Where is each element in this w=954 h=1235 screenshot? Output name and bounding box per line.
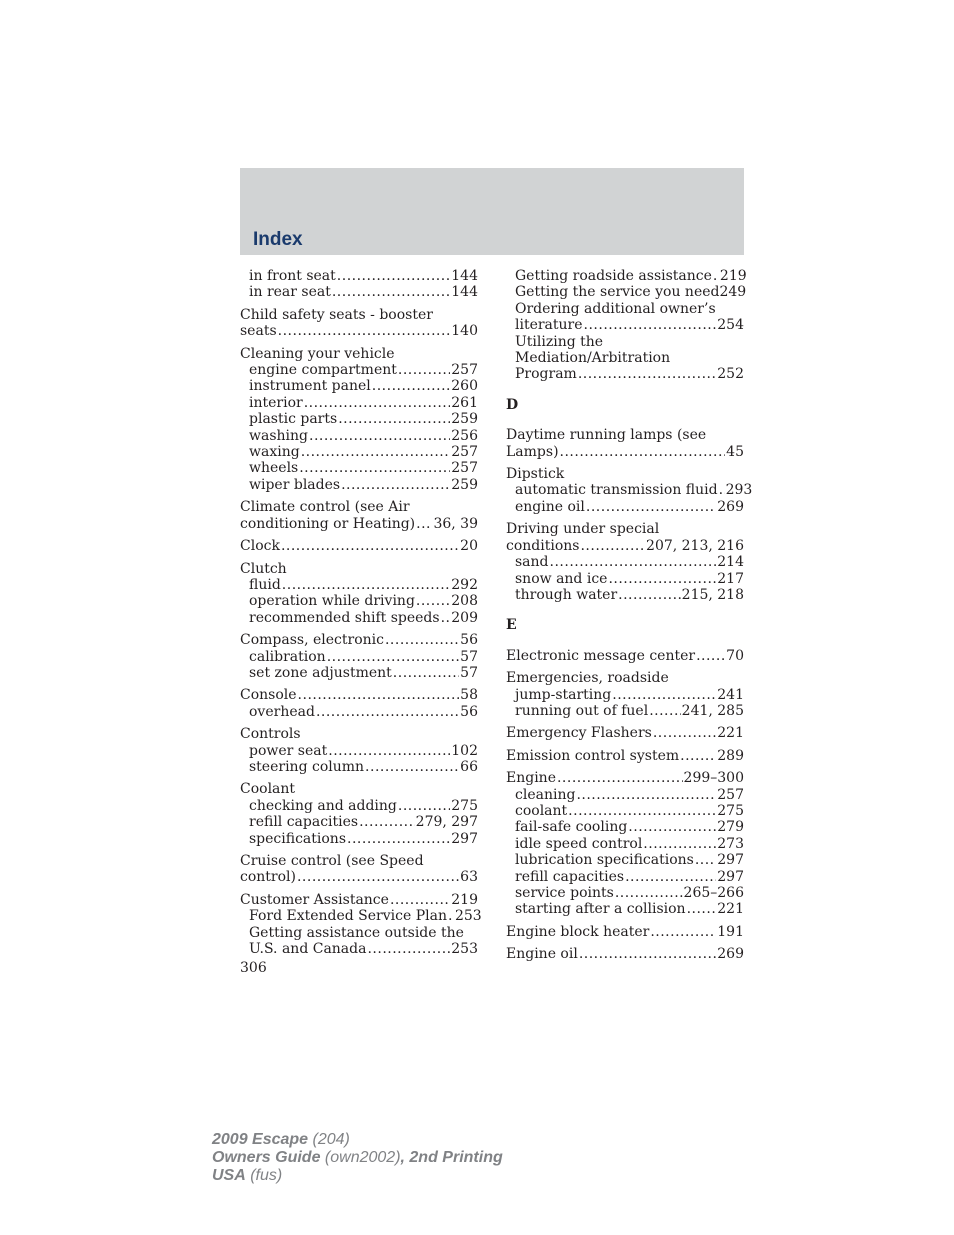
- entry-text: Ordering additional owner’s: [515, 300, 716, 317]
- index-heading: [240, 892, 478, 908]
- page-reference: 221: [717, 725, 744, 742]
- page-reference: 36, 39: [433, 515, 478, 532]
- index-heading: [240, 307, 478, 323]
- footer-model-code: (204): [308, 1131, 350, 1148]
- entry-text: Program: [515, 366, 577, 383]
- entry-text: instrument panel: [249, 378, 371, 395]
- page-reference: 275: [717, 802, 744, 819]
- index-subentry: [240, 649, 478, 665]
- entry-text: sand: [515, 554, 549, 571]
- index-heading: [506, 466, 744, 482]
- dot-leader: [341, 477, 450, 493]
- footer-printing-info: [212, 1131, 503, 1185]
- dot-leader: [560, 444, 726, 460]
- page-reference: 191: [717, 923, 744, 940]
- footer-line-3: [212, 1167, 503, 1185]
- index-subentry: [506, 571, 744, 587]
- entry-text: in front seat: [249, 268, 336, 284]
- index-subentry: [240, 798, 478, 814]
- dot-leader: [390, 892, 450, 908]
- dot-leader: [579, 946, 716, 962]
- entry-text: checking and adding: [249, 797, 397, 814]
- page-reference: 279: [717, 819, 744, 836]
- page-reference: 289: [717, 747, 744, 764]
- dot-leader: [557, 770, 683, 786]
- page-reference: 63: [460, 869, 478, 886]
- index-heading: [506, 946, 744, 962]
- entry-text: in rear seat: [249, 284, 331, 301]
- entry-text: fail-safe cooling: [515, 819, 628, 836]
- dot-leader: [578, 366, 716, 382]
- dot-leader: [367, 941, 450, 957]
- index-subentry: [506, 317, 744, 333]
- index-subentry: [506, 787, 744, 803]
- page-reference: 292: [451, 576, 478, 593]
- entry-text: calibration: [249, 648, 326, 665]
- entry-text: Getting roadside assistance: [515, 268, 712, 284]
- entry-text: jump-starting: [515, 686, 612, 703]
- entry-text: snow and ice: [515, 570, 608, 587]
- index-heading: [240, 346, 478, 362]
- index-subentry: [240, 268, 478, 284]
- entry-text: Utilizing the: [515, 333, 604, 350]
- page-reference: 257: [451, 444, 478, 461]
- entry-text: specifications: [249, 830, 347, 847]
- index-entry: [240, 538, 478, 554]
- entry-text: Controls: [240, 726, 301, 743]
- footer-printing: , 2nd Printing: [400, 1149, 503, 1166]
- entry-text: Emergency Flashers: [506, 725, 652, 742]
- dot-leader: [316, 704, 459, 720]
- dot-leader: [696, 648, 725, 664]
- entry-text: Driving under special: [506, 521, 660, 538]
- dot-leader: [628, 819, 716, 835]
- entry-text: Getting the service you need: [515, 284, 720, 301]
- page-reference: 215, 218: [681, 586, 744, 603]
- index-subentry: [240, 444, 478, 460]
- dot-leader: [576, 787, 716, 803]
- index-subentry: [240, 460, 478, 476]
- dot-leader: [365, 759, 459, 775]
- entry-text: steering column: [249, 758, 365, 775]
- dot-leader: [328, 743, 450, 759]
- page-reference: 256: [451, 427, 478, 444]
- entry-text: Emergencies, roadside: [506, 670, 669, 687]
- entry-text: Cruise control (see Speed: [240, 853, 424, 869]
- entry-text: control): [240, 869, 296, 886]
- index-subentry: [240, 908, 482, 925]
- page-reference: 208: [451, 593, 478, 610]
- dot-leader: [359, 814, 415, 830]
- entry-text: engine oil: [515, 498, 585, 515]
- dot-leader: [643, 836, 716, 852]
- entry-text: washing: [249, 427, 308, 444]
- entry-text: U.S. and Canada: [249, 941, 367, 958]
- page-reference: 140: [451, 323, 478, 340]
- dot-leader: [687, 901, 717, 917]
- dot-leader: [297, 869, 459, 885]
- dot-leader: [550, 554, 717, 570]
- entry-text: Compass, electronic: [240, 632, 384, 649]
- entry-text: wheels: [249, 460, 299, 477]
- index-subentry: [240, 925, 478, 941]
- entry-text: service points: [515, 885, 614, 901]
- dot-leader: [298, 687, 460, 703]
- entry-text: idle speed control: [515, 835, 643, 852]
- footer-line-1: [212, 1131, 503, 1149]
- index-subentry: [506, 499, 744, 515]
- page-reference: 57: [460, 664, 478, 681]
- index-heading: [506, 924, 744, 940]
- index-entry: [506, 466, 753, 515]
- page-reference: 209: [451, 609, 478, 626]
- entry-text: Clock: [240, 538, 280, 555]
- entry-text: seats: [240, 323, 277, 340]
- page-reference: 144: [451, 284, 478, 301]
- index-entry: [506, 770, 744, 918]
- page-reference: 260: [451, 378, 478, 395]
- index-heading: [240, 323, 478, 339]
- entry-text: Engine oil: [506, 946, 578, 963]
- entry-text: plastic parts: [249, 411, 338, 428]
- index-subentry: [240, 428, 478, 444]
- index-heading: [506, 538, 744, 554]
- index-subentry: [240, 941, 478, 957]
- index-subentry: [506, 284, 747, 301]
- footer-guide-code: (own2002): [320, 1149, 401, 1166]
- index-heading: [506, 444, 744, 460]
- entry-text: operation while driving: [249, 593, 415, 610]
- index-subentry: [506, 852, 744, 868]
- index-subentry: [506, 268, 747, 284]
- page-reference: 219: [451, 891, 478, 908]
- page-reference: 261: [451, 394, 478, 411]
- index-subentry: [506, 803, 744, 819]
- index-heading: [506, 427, 744, 443]
- page-reference: 144: [451, 268, 478, 284]
- dot-leader: [416, 516, 432, 532]
- index-subentry: [240, 759, 478, 775]
- dot-leader: [309, 428, 450, 444]
- entry-text: Electronic message center: [506, 647, 696, 664]
- entry-text: overhead: [249, 703, 315, 720]
- index-entry: [240, 561, 478, 627]
- entry-text: Console: [240, 687, 297, 704]
- dot-leader: [281, 538, 459, 554]
- entry-text: starting after a collision: [515, 901, 686, 918]
- entry-text: running out of fuel: [515, 702, 649, 719]
- entry-text: coolant: [515, 802, 568, 819]
- page-reference: 273: [717, 835, 744, 852]
- index-heading: [506, 670, 744, 686]
- index-subentry: [240, 284, 478, 300]
- entry-text: Mediation/Arbitration: [515, 350, 671, 367]
- index-subentry: [240, 411, 478, 427]
- dot-leader: [625, 869, 716, 885]
- index-subentry: [240, 362, 478, 378]
- index-heading: [240, 726, 478, 742]
- entry-text: recommended shift speeds: [249, 609, 440, 626]
- index-header-band: [240, 168, 744, 255]
- index-entry: [240, 781, 478, 847]
- dot-leader: [398, 798, 450, 814]
- index-column-right: [506, 268, 753, 969]
- entry-text: through water: [515, 586, 618, 603]
- page-reference: 252: [717, 366, 744, 383]
- index-entry: [240, 632, 478, 681]
- page-reference: 45: [726, 443, 744, 460]
- entry-text: conditions: [506, 537, 580, 554]
- dot-leader: [615, 885, 683, 901]
- dot-leader: [586, 499, 716, 515]
- index-heading: [506, 521, 744, 537]
- dot-leader: [441, 610, 451, 626]
- index-entry: [506, 521, 744, 603]
- page-reference: 259: [451, 476, 478, 493]
- entry-text: Clutch: [240, 560, 287, 577]
- index-entry: [506, 725, 744, 741]
- index-subentry: [240, 610, 478, 626]
- page-reference: 297: [451, 830, 478, 847]
- page-reference: 20: [460, 538, 478, 555]
- page-reference: 279, 297: [415, 814, 478, 831]
- entry-text: Lamps): [506, 443, 559, 460]
- entry-text: Customer Assistance: [240, 891, 389, 908]
- entry-text: Getting assistance outside the: [249, 924, 464, 941]
- index-subentry: [506, 482, 753, 499]
- dot-leader: [337, 268, 450, 284]
- index-entry: [240, 346, 478, 494]
- index-subentry: [506, 901, 744, 917]
- page-reference: 221: [717, 901, 744, 918]
- dot-leader: [393, 665, 459, 681]
- entry-text: Cleaning your vehicle: [240, 345, 395, 362]
- dot-leader: [713, 268, 719, 284]
- page-reference: 269: [717, 946, 744, 963]
- entry-text: lubrication specifications: [515, 852, 694, 869]
- entry-text: Engine: [506, 770, 556, 787]
- index-heading: [240, 516, 478, 532]
- index-heading: [240, 499, 478, 515]
- index-heading: [240, 853, 478, 869]
- page-reference: 241, 285: [681, 702, 744, 719]
- section-letter: E: [506, 617, 517, 634]
- dot-leader: [338, 411, 450, 427]
- footer-market: USA: [212, 1167, 246, 1184]
- page-reference: 257: [451, 460, 478, 477]
- page-reference: 57: [460, 648, 478, 665]
- dot-leader: [584, 317, 717, 333]
- dot-leader: [347, 831, 450, 847]
- section-letter: D: [506, 396, 519, 413]
- index-entry: [506, 670, 744, 719]
- index-entry: [240, 687, 478, 720]
- dot-leader: [653, 725, 716, 741]
- entry-text: Daytime running lamps (see: [506, 427, 707, 444]
- index-subentry: [240, 477, 478, 493]
- entry-text: Engine block heater: [506, 923, 650, 940]
- page-number: 306: [240, 960, 267, 976]
- index-entry: [506, 268, 747, 383]
- index-heading: [240, 781, 478, 797]
- index-column-left: [240, 268, 482, 963]
- page-reference: 297: [717, 868, 744, 885]
- index-subentry: [506, 334, 744, 350]
- index-entry: [506, 924, 744, 940]
- entry-text: Coolant: [240, 781, 296, 798]
- page-reference: 275: [451, 797, 478, 814]
- index-subentry: [240, 665, 478, 681]
- page-reference: 219: [719, 268, 747, 284]
- entry-text: Climate control (see Air: [240, 499, 410, 516]
- index-subentry: [506, 301, 744, 317]
- index-subentry: [506, 366, 744, 382]
- page-reference: 297: [717, 852, 744, 869]
- page-reference: 102: [451, 742, 478, 759]
- index-entry: [506, 748, 744, 764]
- index-entry: [506, 946, 744, 962]
- index-subentry: [240, 577, 478, 593]
- footer-market-code: (fus): [245, 1167, 283, 1184]
- dot-leader: [695, 852, 716, 868]
- dot-leader: [649, 703, 680, 719]
- index-subentry: [506, 350, 744, 366]
- page-reference: 70: [726, 647, 744, 664]
- dot-leader: [448, 908, 454, 924]
- index-heading: [240, 561, 478, 577]
- index-entry: [240, 853, 478, 886]
- entry-text: refill capacities: [249, 814, 359, 831]
- page-reference: 253: [451, 941, 478, 958]
- entry-text: wiper blades: [249, 476, 341, 493]
- page-reference: 265–266: [683, 885, 744, 901]
- index-entry: [240, 307, 478, 340]
- dot-leader: [580, 538, 645, 554]
- index-heading: [506, 725, 744, 741]
- page-title: Index: [253, 229, 303, 250]
- page-reference: 214: [717, 554, 744, 571]
- dot-leader: [612, 687, 716, 703]
- dot-leader: [618, 587, 681, 603]
- entry-text: Ford Extended Service Plan: [249, 908, 447, 925]
- footer-line-2: [212, 1149, 503, 1167]
- footer-model: 2009 Escape: [212, 1131, 309, 1148]
- page-reference: 56: [460, 703, 478, 720]
- entry-text: waxing: [249, 444, 300, 461]
- dot-leader: [680, 748, 716, 764]
- index-heading: [506, 748, 744, 764]
- entry-text: set zone adjustment: [249, 664, 392, 681]
- page-reference: 207, 213, 216: [646, 537, 744, 554]
- index-entry: [240, 891, 482, 958]
- page-reference: 241: [717, 686, 744, 703]
- index-entry: [506, 648, 744, 664]
- dot-leader: [608, 571, 716, 587]
- index-subentry: [506, 587, 744, 603]
- dot-leader: [278, 323, 451, 339]
- dot-leader: [304, 395, 451, 411]
- dot-leader: [299, 460, 450, 476]
- page-reference: 259: [451, 411, 478, 428]
- dot-leader: [650, 924, 716, 940]
- index-subentry: [240, 831, 478, 847]
- page-reference: 56: [460, 632, 478, 649]
- index-heading: [506, 770, 744, 786]
- dot-leader: [327, 649, 459, 665]
- page-reference: 217: [717, 570, 744, 587]
- index-heading: [240, 538, 478, 554]
- index-subentry: [506, 869, 744, 885]
- index-subentry: [506, 687, 744, 703]
- page-reference: 254: [717, 317, 744, 334]
- dot-leader: [332, 284, 450, 300]
- page-reference: 257: [717, 786, 744, 803]
- entry-text: Dipstick: [506, 466, 565, 483]
- entry-text: literature: [515, 317, 583, 334]
- page-reference: 257: [451, 362, 478, 379]
- entry-text: Emission control system: [506, 747, 680, 764]
- page-reference: 66: [460, 758, 478, 775]
- dot-leader: [398, 362, 450, 378]
- index-heading: [506, 648, 744, 664]
- index-subentry: [240, 378, 478, 394]
- index-entry: [240, 499, 478, 532]
- index-heading: [240, 687, 478, 703]
- index-entry: [506, 427, 744, 460]
- entry-text: conditioning or Heating): [240, 515, 416, 532]
- dot-leader: [719, 482, 725, 498]
- entry-text: power seat: [249, 742, 328, 759]
- index-subentry: [506, 836, 744, 852]
- index-subentry: [240, 395, 478, 411]
- index-subentry: [506, 554, 744, 570]
- entry-text: refill capacities: [515, 868, 625, 885]
- index-subentry: [240, 593, 478, 609]
- dot-leader: [385, 632, 459, 648]
- entry-text: cleaning: [515, 786, 576, 803]
- index-subentry: [240, 743, 478, 759]
- index-subentry: [506, 885, 744, 901]
- page-reference: 293: [725, 482, 753, 499]
- page-reference: 249: [719, 284, 747, 301]
- page-reference: 299–300: [683, 770, 744, 787]
- entry-text: fluid: [249, 576, 281, 593]
- dot-leader: [282, 577, 450, 593]
- entry-text: interior: [249, 394, 303, 411]
- page-reference: 58: [460, 687, 478, 704]
- entry-text: automatic transmission fluid: [515, 482, 718, 499]
- dot-leader: [416, 593, 450, 609]
- page-reference: 253: [454, 908, 482, 925]
- index-entry: [240, 726, 478, 775]
- entry-text: engine compartment: [249, 362, 397, 379]
- index-subentry: [240, 704, 478, 720]
- index-subentry: [506, 703, 744, 719]
- page-reference: 269: [717, 498, 744, 515]
- index-heading: [240, 869, 478, 885]
- dot-leader: [372, 378, 451, 394]
- footer-guide: Owners Guide: [212, 1149, 321, 1166]
- index-subentry: [240, 814, 478, 830]
- dot-leader: [301, 444, 451, 460]
- entry-text: Child safety seats - booster: [240, 306, 433, 323]
- index-subentry: [506, 819, 744, 835]
- index-entry: [240, 268, 478, 301]
- index-heading: [240, 632, 478, 648]
- dot-leader: [568, 803, 716, 819]
